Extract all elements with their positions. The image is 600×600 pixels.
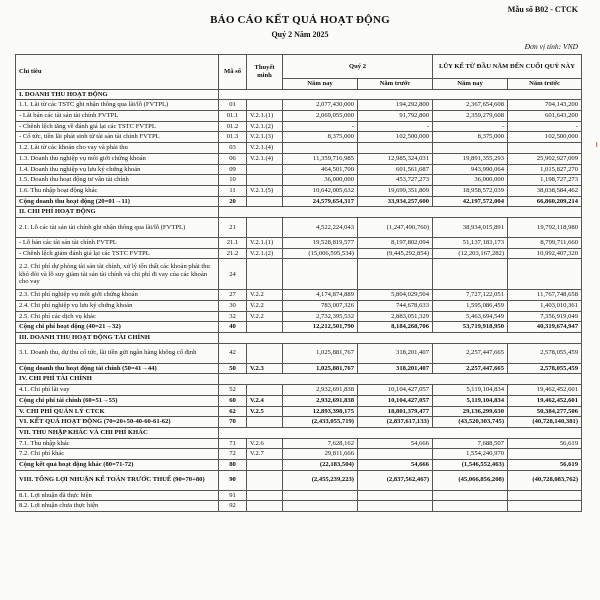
table-row [16,248,582,259]
ytd-this-year-value: 38,934,015,891 [433,217,508,237]
section-title: VII. THU NHẬP KHÁC VÀ CHI PHÍ KHÁC [16,427,219,438]
table-row [16,100,582,111]
ytd-prior-year-value: 38,038,584,462 [508,185,582,196]
quarter-prior-year-value: 8,197,802,094 [358,237,433,248]
quarter-this-year-value: 1,025,881,767 [283,343,358,363]
form-code: Mẫu số B02 - CTCK [507,5,578,14]
table-row [16,185,582,196]
quarter-prior-year-value [358,501,433,512]
row-label: 1.1. Lãi từ các TSTC ghi nhận thông qua lãi/lỗ (FVTPL) [16,100,219,111]
total-row [16,322,582,333]
table-row [16,490,582,501]
table-row [16,175,582,186]
ytd-this-year-value: 19,891,355,293 [433,153,508,164]
ytd-prior-year-value: 601,643,200 [508,111,582,122]
ytd-prior-year-value: 7,356,919,049 [508,311,582,322]
quarter-prior-year-value: 744,678,633 [358,301,433,312]
total-row [16,459,582,470]
row-note [247,470,283,490]
ytd-prior-year-value: 102,500,000 [508,132,582,143]
quarter-this-year-value [283,143,358,154]
row-label: VI. KẾT QUẢ HOẠT ĐỘNG (70=20+50-40-60-61-62) [16,417,219,428]
quarter-prior-year-value: 54,666 [358,438,433,449]
ytd-prior-year-value [508,449,582,460]
quarter-prior-year-value: 18,801,379,477 [358,406,433,417]
ytd-prior-year-value: 25,902,927,009 [508,153,582,164]
ytd-this-year-value: 53,719,918,950 [433,322,508,333]
row-code: 03 [219,143,247,154]
quarter-this-year-value: 2,069,055,000 [283,111,358,122]
quarter-this-year-value [283,490,358,501]
ytd-prior-year-value: 50,384,277,506 [508,406,582,417]
total-row [16,196,582,207]
row-label: 4.1. Chi phí lãi vay [16,385,219,396]
row-label: 1.3. Doanh thu nghiệp vụ môi giới chứng khoán [16,153,219,164]
quarter-this-year-value: 4,522,224,043 [283,217,358,237]
table-row [16,111,582,122]
quarter-prior-year-value [358,449,433,460]
row-note [247,175,283,186]
row-code: 62 [219,406,247,417]
quarter-prior-year-value [358,143,433,154]
row-note: V.2.1.(1) [247,237,283,248]
col-header-ytd-this-year: Năm nay [433,79,508,90]
ytd-prior-year-value: 11,767,748,658 [508,290,582,301]
row-label: Cộng doanh thu hoạt động (20=01→11) [16,196,219,207]
section-blank-cells [219,374,582,385]
total-row [16,395,582,406]
row-note [247,459,283,470]
row-note: V.2.2 [247,311,283,322]
row-label: 8.1. Lợi nhuận đã thực hiện [16,490,219,501]
section-title: I. DOANH THU HOẠT ĐỘNG [16,89,219,100]
ytd-prior-year-value [508,259,582,290]
ytd-prior-year-value: (40,728,083,762) [508,470,582,490]
ytd-prior-year-value: 56,619 [508,438,582,449]
quarter-prior-year-value: 33,934,257,600 [358,196,433,207]
row-note [247,164,283,175]
row-note [247,259,283,290]
row-label: 7.1. Thu nhập khác [16,438,219,449]
quarter-prior-year-value: 12,985,324,031 [358,153,433,164]
ytd-this-year-value: 29,136,299,630 [433,406,508,417]
row-label: 2.3. Chi phí nghiệp vụ môi giới chứng khoán [16,290,219,301]
row-code: 10 [219,175,247,186]
quarter-prior-year-value: - [358,121,433,132]
ytd-this-year-value [433,501,508,512]
ytd-prior-year-value: 2,578,055,459 [508,343,582,363]
row-code: 72 [219,449,247,460]
quarter-this-year-value: (2,433,055,719) [283,417,358,428]
row-code: 06 [219,153,247,164]
quarter-prior-year-value: 10,104,427,057 [358,395,433,406]
ytd-this-year-value: 42,197,572,004 [433,196,508,207]
row-code: 01 [219,100,247,111]
quarter-this-year-value: 8,375,000 [283,132,358,143]
ytd-this-year-value: 2,359,279,608 [433,111,508,122]
ytd-this-year-value [433,490,508,501]
table-row [16,217,582,237]
row-label: Cộng chi phí tài chính (60=51→55) [16,395,219,406]
table-row [16,132,582,143]
section-header-row [16,427,582,438]
ytd-this-year-value: 2,367,654,608 [433,100,508,111]
col-header-ytd: LŨY KẾ TỪ ĐẦU NĂM ĐẾN CUỐI QUÝ NÀY [433,55,582,79]
row-label: VIII. TỔNG LỢI NHUẬN KẾ TOÁN TRƯỚC THUẾ (90=70+80) [16,470,219,490]
row-note: V.2.1.(3) [247,132,283,143]
row-note: V.2.1.(2) [247,121,283,132]
table-header [16,55,582,90]
row-note: V.2.2 [247,301,283,312]
row-code: 60 [219,395,247,406]
quarter-prior-year-value: 453,727,273 [358,175,433,186]
ytd-this-year-value: (43,520,303,745) [433,417,508,428]
ytd-prior-year-value [508,143,582,154]
row-note [247,100,283,111]
row-label: - Chênh lệch giảm đánh giá lại các TSTC FVTPL [16,248,219,259]
table-row [16,290,582,301]
quarter-prior-year-value: 5,804,029,504 [358,290,433,301]
row-note: V.2.3 [247,363,283,374]
quarter-this-year-value: 1,025,881,767 [283,363,358,374]
ytd-prior-year-value: 66,860,209,214 [508,196,582,207]
ytd-this-year-value: 1,554,240,970 [433,449,508,460]
quarter-prior-year-value: 318,201,407 [358,363,433,374]
row-code: 70 [219,417,247,428]
report-title: BÁO CÁO KẾT QUẢ HOẠT ĐỘNG [210,14,390,26]
table-row [16,449,582,460]
row-label: Cộng kết quả hoạt động khác (80=71-72) [16,459,219,470]
row-label: - Cổ tức, tiền lãi phát sinh từ tài sản tài chính FVTPL [16,132,219,143]
ytd-this-year-value: 943,990,064 [433,164,508,175]
ytd-prior-year-value [508,501,582,512]
ytd-prior-year-value: 8,799,711,660 [508,237,582,248]
row-code: 21.2 [219,248,247,259]
report-period: Quý 2 Năm 2025 [271,30,329,39]
col-header-quarter-this-year: Năm nay [283,79,358,90]
row-code: 90 [219,470,247,490]
ytd-prior-year-value: 1,015,827,270 [508,164,582,175]
quarter-this-year-value: 783,007,326 [283,301,358,312]
quarter-prior-year-value: 19,699,351,809 [358,185,433,196]
section-header-row [16,333,582,344]
section-blank-cells [219,89,582,100]
ytd-prior-year-value: 2,578,055,459 [508,363,582,374]
table-row [16,164,582,175]
ytd-prior-year-value: - [508,121,582,132]
table-row [16,501,582,512]
table-row [16,385,582,396]
ytd-prior-year-value: 40,319,674,947 [508,322,582,333]
table-body [16,89,582,511]
ytd-this-year-value: 5,119,104,834 [433,395,508,406]
ytd-prior-year-value: 1,403,010,361 [508,301,582,312]
ytd-prior-year-value: 19,792,118,980 [508,217,582,237]
quarter-this-year-value: 29,811,666 [283,449,358,460]
section-header-row [16,374,582,385]
row-code: 01.1 [219,111,247,122]
ytd-prior-year-value: 1,198,727,273 [508,175,582,186]
quarter-prior-year-value: 601,561,687 [358,164,433,175]
col-header-code: Mã số [219,55,247,90]
quarter-this-year-value: 12,212,501,790 [283,322,358,333]
row-code: 11 [219,185,247,196]
row-label: 2.5. Chi phí các dịch vụ khác [16,311,219,322]
total-row [16,406,582,417]
table-row [16,143,582,154]
ytd-prior-year-value: (40,728,140,381) [508,417,582,428]
row-code: 91 [219,490,247,501]
quarter-prior-year-value: (2,837,617,133) [358,417,433,428]
ytd-this-year-value: 7,727,122,051 [433,290,508,301]
ytd-this-year-value [433,143,508,154]
quarter-prior-year-value: 10,104,427,057 [358,385,433,396]
row-code: 80 [219,459,247,470]
quarter-this-year-value: 12,893,398,175 [283,406,358,417]
row-code: 32 [219,311,247,322]
total-row [16,363,582,374]
row-note: V.2.1.(1) [247,111,283,122]
quarter-prior-year-value: 91,792,800 [358,111,433,122]
ytd-this-year-value: 2,257,447,665 [433,363,508,374]
row-label: 2.4. Chi phí nghiệp vụ lưu ký chứng khoán [16,301,219,312]
section-blank-cells [219,207,582,218]
row-note: V.2.6 [247,438,283,449]
ytd-prior-year-value: 56,619 [508,459,582,470]
total-row [16,470,582,490]
quarter-prior-year-value: 102,500,000 [358,132,433,143]
row-label: - Lỗ bán các tài sản tài chính FVTPL [16,237,219,248]
row-note [247,501,283,512]
table-row [16,237,582,248]
section-title: III. DOANH THU HOẠT ĐỘNG TÀI CHÍNH [16,333,219,344]
quarter-this-year-value [283,259,358,290]
table-row [16,259,582,290]
row-note: V.2.5 [247,406,283,417]
row-label: - Lãi bán các tài sản tài chính FVTPL [16,111,219,122]
row-label: 7.2. Chi phí khác [16,449,219,460]
row-label: Cộng doanh thu hoạt động tài chính (50=41→44) [16,363,219,374]
row-note [247,417,283,428]
row-note [247,196,283,207]
col-header-ytd-prior-year: Năm trước [508,79,582,90]
ytd-prior-year-value: 19,462,452,601 [508,395,582,406]
income-statement-table [15,54,582,512]
ytd-this-year-value: 5,463,694,549 [433,311,508,322]
quarter-this-year-value: 2,077,430,000 [283,100,358,111]
quarter-this-year-value: - [283,121,358,132]
row-code: 92 [219,501,247,512]
row-note [247,343,283,363]
quarter-prior-year-value: 2,883,051,329 [358,311,433,322]
margin-annotation-mark: ı [595,140,598,150]
row-note: V.2.7 [247,449,283,460]
ytd-prior-year-value: 10,992,407,320 [508,248,582,259]
row-code: 50 [219,363,247,374]
quarter-this-year-value: 4,174,874,889 [283,290,358,301]
ytd-this-year-value: 51,137,183,173 [433,237,508,248]
ytd-this-year-value: 2,257,447,665 [433,343,508,363]
ytd-this-year-value: (12,203,167,282) [433,248,508,259]
row-label: 1.5. Doanh thu hoạt động tư vấn tài chính [16,175,219,186]
row-code: 42 [219,343,247,363]
quarter-this-year-value: 2,932,691,838 [283,385,358,396]
quarter-prior-year-value: (9,445,292,854) [358,248,433,259]
quarter-prior-year-value [358,490,433,501]
row-code: 71 [219,438,247,449]
row-label: - Chênh lệch tăng về đánh giá lại các TSTC FVTPL [16,121,219,132]
section-title: II. CHI PHÍ HOẠT ĐỘNG [16,207,219,218]
row-label: 1.2. Lãi từ các khoản cho vay và phải thu [16,143,219,154]
row-note [247,490,283,501]
row-label: 2.1. Lỗ các tài sản tài chính ghi nhận thông qua lãi/lỗ (FVTPL) [16,217,219,237]
quarter-prior-year-value: (2,837,562,467) [358,470,433,490]
quarter-this-year-value: (15,006,595,534) [283,248,358,259]
row-label: 8.2. Lợi nhuận chưa thực hiện [16,501,219,512]
ytd-prior-year-value: 19,462,452,601 [508,385,582,396]
row-code: 21.1 [219,237,247,248]
currency-unit: Đơn vị tính: VND [524,42,578,51]
col-header-quarter: Quý 2 [283,55,433,79]
row-label: 1.4. Doanh thu nghiệp vụ lưu ký chứng khoán [16,164,219,175]
col-header-note: Thuyết minh [247,55,283,90]
table-row [16,311,582,322]
quarter-this-year-value: 464,501,700 [283,164,358,175]
row-code: 52 [219,385,247,396]
ytd-this-year-value: (45,066,856,208) [433,470,508,490]
section-blank-cells [219,333,582,344]
ytd-prior-year-value [508,490,582,501]
table-row [16,121,582,132]
col-header-quarter-prior-year: Năm trước [358,79,433,90]
quarter-prior-year-value [358,259,433,290]
quarter-this-year-value: (2,455,239,223) [283,470,358,490]
section-header-row [16,89,582,100]
quarter-this-year-value: 2,932,691,838 [283,395,358,406]
row-note [247,385,283,396]
row-code: 09 [219,164,247,175]
row-code: 24 [219,259,247,290]
quarter-this-year-value: 11,359,716,985 [283,153,358,164]
ytd-this-year-value: 7,688,507 [433,438,508,449]
row-label: Cộng chi phí hoạt động (40=21→32) [16,322,219,333]
ytd-this-year-value [433,259,508,290]
ytd-this-year-value: 18,958,572,039 [433,185,508,196]
row-note: V.2.1.(2) [247,248,283,259]
table-row [16,153,582,164]
row-note: V.2.1.(4) [247,153,283,164]
table-row [16,301,582,312]
ytd-this-year-value: 1,595,086,459 [433,301,508,312]
income-statement-table-wrapper [15,54,581,512]
row-code: 21 [219,217,247,237]
quarter-prior-year-value: 8,184,268,706 [358,322,433,333]
quarter-prior-year-value: 194,292,800 [358,100,433,111]
ytd-this-year-value: - [433,121,508,132]
ytd-this-year-value: (1,546,552,463) [433,459,508,470]
row-note [247,322,283,333]
row-note: V.2.2 [247,290,283,301]
row-note [247,217,283,237]
quarter-this-year-value: (22,183,504) [283,459,358,470]
row-code: 20 [219,196,247,207]
quarter-this-year-value: 2,732,395,532 [283,311,358,322]
ytd-this-year-value: 36,000,000 [433,175,508,186]
row-label: 1.6. Thu nhập hoạt động khác [16,185,219,196]
quarter-this-year-value: 24,579,654,317 [283,196,358,207]
ytd-prior-year-value: 704,143,200 [508,100,582,111]
row-label: V. CHI PHÍ QUẢN LÝ CTCK [16,406,219,417]
ytd-this-year-value: 5,119,104,834 [433,385,508,396]
row-code: 40 [219,322,247,333]
total-row [16,417,582,428]
quarter-prior-year-value: 54,666 [358,459,433,470]
quarter-this-year-value: 19,528,819,577 [283,237,358,248]
section-title: IV. CHI PHÍ TÀI CHÍNH [16,374,219,385]
quarter-prior-year-value: (1,247,490,760) [358,217,433,237]
row-label: 2.2. Chi phí dự phòng tài sản tài chính, xử lý tổn thất các khoản phải thu khó đòi và lỗ suy giảm tài sản tài chính và chi phí đi vay của các khoản cho vay [16,259,219,290]
table-row [16,438,582,449]
row-code: 27 [219,290,247,301]
quarter-this-year-value [283,501,358,512]
row-note: V.2.1.(5) [247,185,283,196]
quarter-this-year-value: 7,628,162 [283,438,358,449]
section-header-row [16,207,582,218]
ytd-this-year-value: 8,375,000 [433,132,508,143]
table-row [16,343,582,363]
row-label: 3.1. Doanh thu, dự thu cổ tức, lãi tiền gửi ngân hàng không cố định [16,343,219,363]
row-code: 01.3 [219,132,247,143]
col-header-item: Chỉ tiêu [16,55,219,90]
row-code: 30 [219,301,247,312]
quarter-this-year-value: 36,000,000 [283,175,358,186]
quarter-this-year-value: 10,642,005,632 [283,185,358,196]
section-blank-cells [219,427,582,438]
row-note: V.2.4 [247,395,283,406]
quarter-prior-year-value: 318,201,407 [358,343,433,363]
row-note: V.2.1.(4) [247,143,283,154]
row-code: 01.2 [219,121,247,132]
